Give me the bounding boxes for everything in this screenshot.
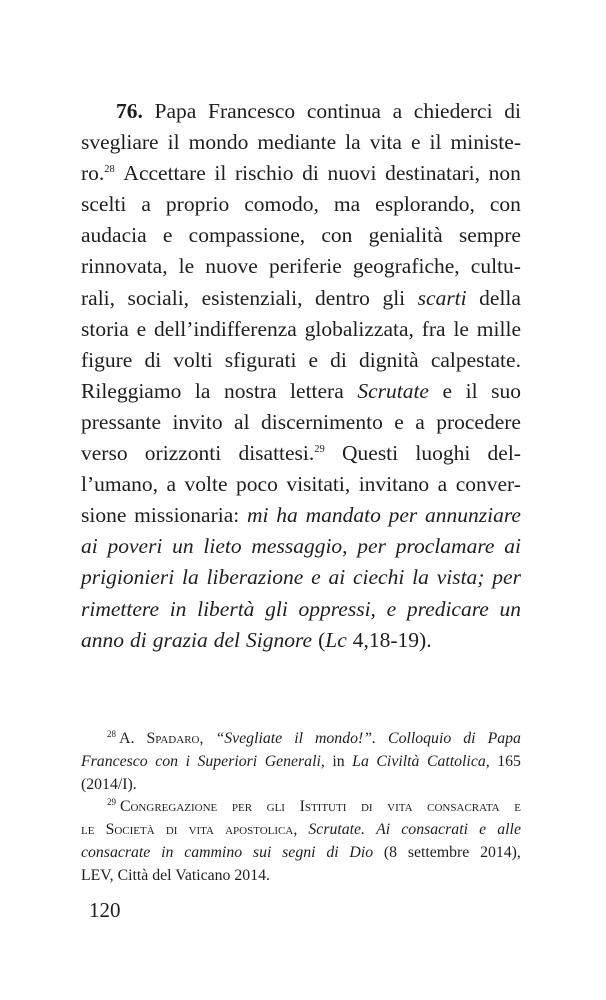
footnote-line: LEV, Città del Vaticano 2014. [81, 866, 270, 884]
bible-citation: (Lc [318, 627, 347, 652]
text-line: rali, sociali, esistenziali, dentro gli scarti della [81, 283, 521, 314]
text-line: sione missionaria: mi ha mandato per annunziare [81, 503, 521, 528]
text-line: Rileggiamo la nostra lettera Scrutate e il suo [81, 376, 521, 407]
footnote-28: $^{28}$ A. Spadaro, “Svegliate il mondo!”. Colloquio di Papa [81, 728, 521, 751]
footnote-line: (2014/I). [81, 775, 137, 793]
text-line-quote: rimettere in libertà gli oppressi, e predicare un [81, 596, 521, 621]
text-line: ro.$^{28}$ Accettare il rischio di nuovi destinatari, non [81, 161, 521, 186]
text-line: 76. Papa Francesco continua a chiederci di [81, 96, 521, 127]
footnote-29: $^{29}$ Congregazione per gli Istituti di vita consacrata e [107, 797, 521, 816]
paragraph-number: 76. [116, 99, 143, 123]
footnote-ref-28[interactable]: 28 [104, 164, 115, 176]
text-line: verso orizzonti disattesi.$^{29}$ Questi luoghi del- [81, 441, 521, 466]
italic-term: scarti [417, 285, 467, 310]
text-line-quote: ai poveri un lieto messaggio, per proclamare ai [81, 534, 521, 559]
text-line: anno di grazia del Signore (Lc 4,18-19). [81, 625, 521, 656]
footnote-ref-29[interactable]: 29 [314, 444, 325, 456]
footnotes [81, 728, 521, 888]
text-line-quote: prigionieri la liberazione e ai ciechi la vista; per [81, 565, 521, 590]
text-line: audacia e compassione, con genialità sempre [81, 223, 521, 248]
italic-title: Scrutate [357, 378, 429, 403]
text-line: storia e dell’indifferenza globalizzata, fra le mille [81, 316, 521, 341]
footnote-number: 29 [107, 797, 116, 808]
footnote-line: le Società di vita apostolica, Scrutate. Ai consacrati e alle [81, 821, 521, 839]
text-line: rinnovata, le nuove periferie geografiche, cultu- [81, 254, 521, 279]
paragraph-76 [81, 96, 521, 656]
page-number: 120 [89, 898, 121, 922]
text-line: pressante invito al discernimento e a procedere [81, 409, 521, 434]
text-line: l’umano, a volte poco visitati, invitano a conver- [81, 472, 521, 497]
text-line: svegliare il mondo mediante la vita e il ministe- [81, 130, 521, 155]
text-line: figure di volti sfigurati e di dignità calpestate. [81, 347, 521, 372]
footnote-number: 28 [107, 729, 116, 739]
footnote-line: Francesco con i Superiori Generali, in La Civiltà Cattolica, 165 [81, 752, 521, 770]
author-name: Spadaro, [146, 730, 204, 747]
text-line: scelti a proprio comodo, ma esplorando, con [81, 192, 521, 217]
footnote-line: consacrate in cammino sui segni di Dio (8 settembre 2014), [81, 843, 521, 861]
